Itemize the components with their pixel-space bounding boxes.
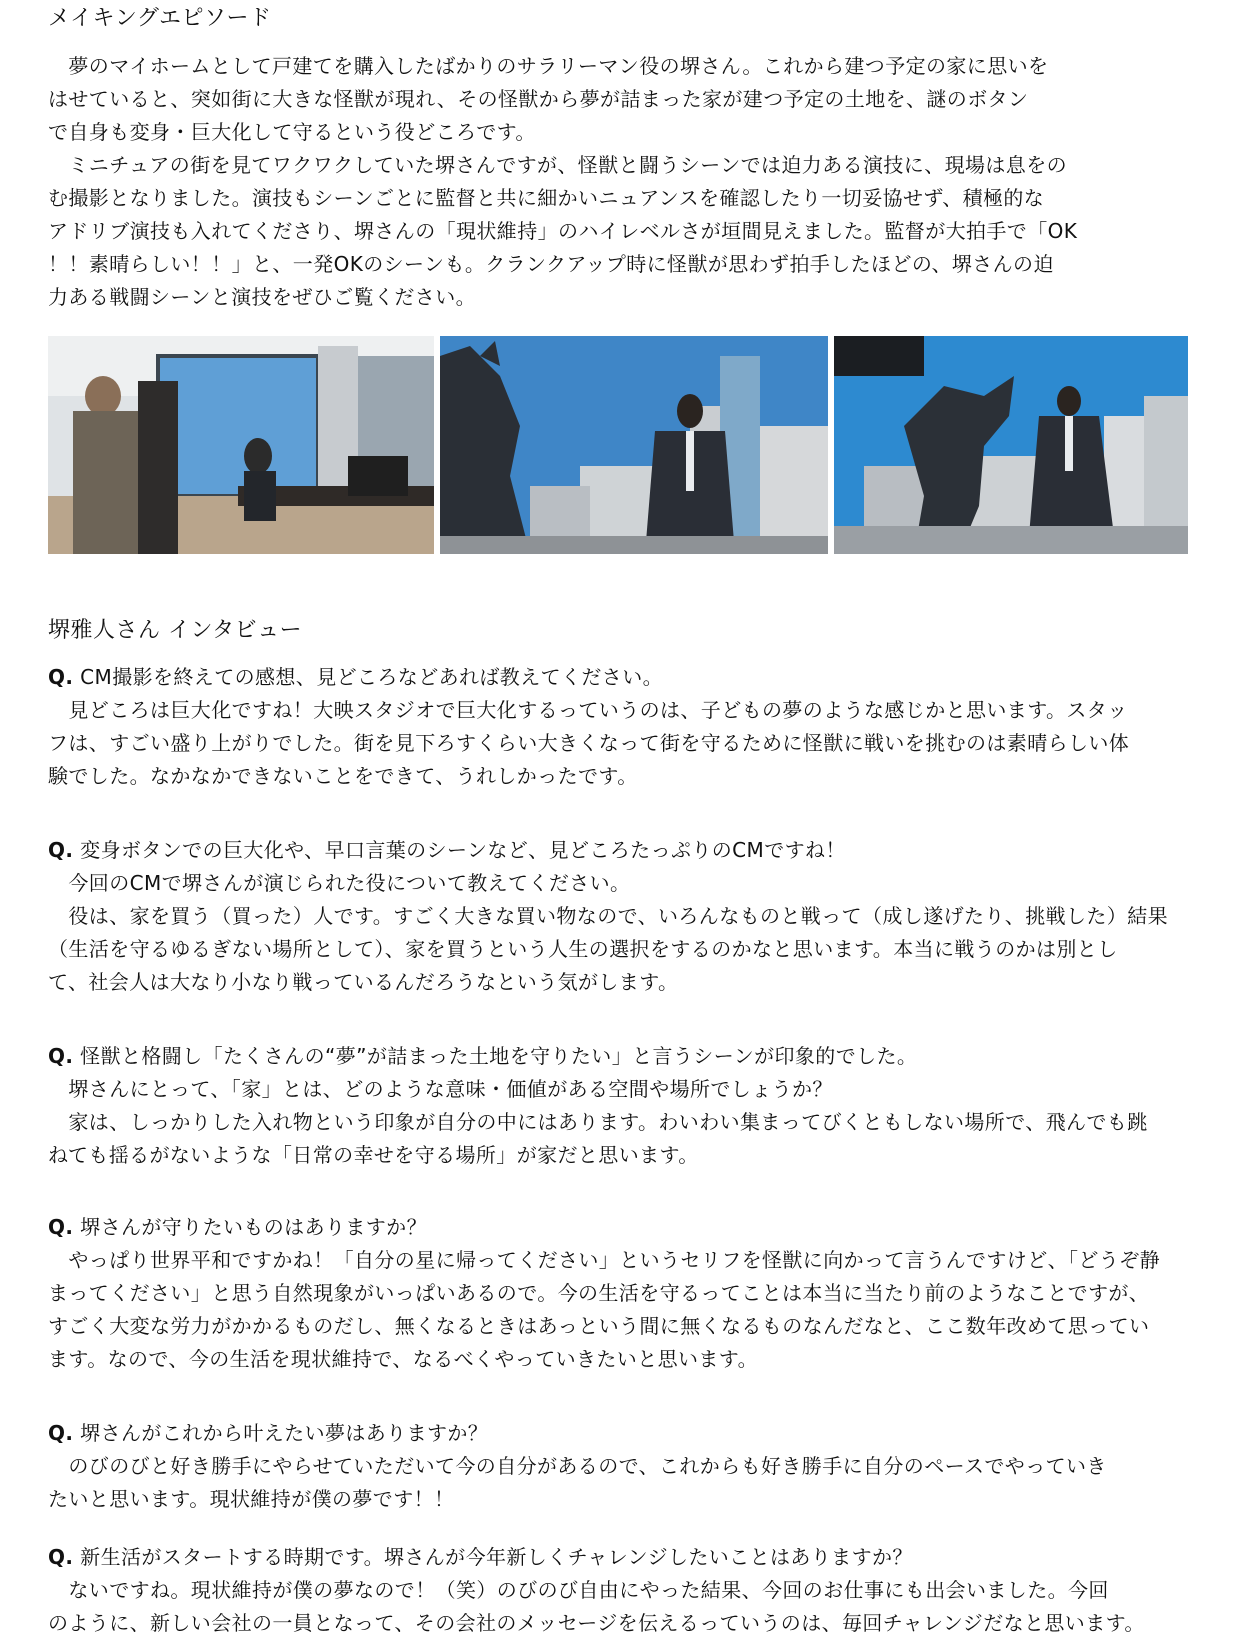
answer-line: ねても揺るがないような「日常の幸せを守る場所」が家だと思います。 xyxy=(48,1143,699,1167)
text-line: む撮影となりました。演技もシーンごとに監督と共に細かいニュアンスを確認したり一切妥協せず、積極的な xyxy=(48,186,1045,210)
answer-line: のびのびと好き勝手にやらせていただいて今の自分があるので、これからも好き勝手に自分のペースでやっていき xyxy=(48,1454,1107,1478)
interview-block-6 xyxy=(48,1541,1220,1640)
text-line: ミニチュアの街を見てワクワクしていた堺さんですが、怪獣と闘うシーンでは迫力ある演技に、現場は息をの xyxy=(48,153,1067,177)
question-label: Q. xyxy=(48,665,74,689)
answer-line: 見どころは巨大化ですね！大映スタジオで巨大化するっていうのは、子どもの夢のような感じかと思います。スタッ xyxy=(48,698,1128,722)
answer-line: フは、すごい盛り上がりでした。街を見下ろすくらい大きくなって街を守るために怪獣に戦いを挑むのは素晴らしい体 xyxy=(48,731,1130,755)
text-line: で自身も変身・巨大化して守るという役どころです。 xyxy=(48,120,536,144)
text-line: アドリブ演技も入れてくださり、堺さんの「現状維持」のハイレベルさが垣間見えました。監督が大拍手で「OK xyxy=(48,219,1078,243)
making-title: メイキングエピソード xyxy=(48,6,272,31)
monster-city-photo xyxy=(440,336,828,554)
question-label: Q. xyxy=(48,838,74,862)
question-label: Q. xyxy=(48,1545,74,1569)
answer-line: ます。なので、今の生活を現状維持で、なるべくやっていきたいと思います。 xyxy=(48,1347,758,1371)
question-line xyxy=(48,834,1220,867)
interview-title: 堺雅人さん インタビュー xyxy=(48,618,303,643)
text-line: 力ある戦闘シーンと演技をぜひご覧ください。 xyxy=(48,285,476,309)
answer-line: て、社会人は大なり小なり戦っているんだろうなという気がします。 xyxy=(48,970,679,994)
question-line: 今回のCMで堺さんが演じられた役について教えてください。 xyxy=(48,871,631,895)
question-text: 新生活がスタートする時期です。堺さんが今年新しくチャレンジしたいことはありますか？ xyxy=(80,1545,913,1569)
answer-line: まってください」と思う自然現象がいっぱいあるので。今の生活を守るってことは本当に当たり前のようなことですが、 xyxy=(48,1281,1150,1305)
answer-line: たいと思います。現状維持が僕の夢です！！ xyxy=(48,1487,455,1511)
office-scene-photo xyxy=(48,336,434,554)
question-line xyxy=(48,1211,1220,1244)
question-line xyxy=(48,1040,1220,1073)
question-label: Q. xyxy=(48,1421,74,1445)
answer-line: のように、新しい会社の一員となって、その会社のメッセージを伝えるっていうのは、毎回チャレンジだなと思います。 xyxy=(48,1611,1145,1635)
answer-line: ないですね。現状維持が僕の夢なので！（笑）のびのび自由にやった結果、今回のお仕事にも出会いました。今回 xyxy=(48,1578,1109,1602)
text-line: はせていると、突如街に大きな怪獣が現れ、その怪獣から夢が詰まった家が建つ予定の土地を、謎のボタン xyxy=(48,87,1029,111)
question-label: Q. xyxy=(48,1044,74,1068)
answer-line: すごく大変な労力がかかるものだし、無くなるときはあっという間に無くなるものなんだなと、ここ数年改めて思ってい xyxy=(48,1314,1150,1338)
question-text: 堺さんが守りたいものはありますか？ xyxy=(80,1215,427,1239)
interview-block-3 xyxy=(48,1040,1220,1172)
monster-confrontation-photo xyxy=(834,336,1188,554)
interview-block-4 xyxy=(48,1211,1220,1376)
question-line xyxy=(48,661,1220,694)
answer-line: やっぱり世界平和ですかね！「自分の星に帰ってください」というセリフを怪獣に向かって言うんですけど、「どうぞ静 xyxy=(48,1248,1160,1272)
question-text: 変身ボタンでの巨大化や、早口言葉のシーンなど、見どころたっぷりのCMですね！ xyxy=(80,838,846,862)
question-line xyxy=(48,1541,1220,1574)
question-line xyxy=(48,1417,1220,1450)
question-label: Q. xyxy=(48,1215,74,1239)
answer-line: 役は、家を買う（買った）人です。すごく大きな買い物なので、いろんなものと戦って（成し遂げたり、挑戦した）結果 xyxy=(48,904,1168,928)
question-text: 堺さんがこれから叶えたい夢はありますか？ xyxy=(80,1421,489,1445)
text-line: 夢のマイホームとして戸建てを購入したばかりのサラリーマン役の堺さん。これから建つ予定の家に思いを xyxy=(48,54,1049,78)
answer-line: 家は、しっかりした入れ物という印象が自分の中にはあります。わいわい集まってびくともしない場所で、飛んでも跳 xyxy=(48,1110,1148,1134)
text-line: ！！素晴らしい！！」と、一発OKのシーンも。クランクアップ時に怪獣が思わず拍手したほどの、堺さんの迫 xyxy=(48,252,1054,276)
interview-block-5 xyxy=(48,1417,1220,1516)
making-paragraph xyxy=(48,50,1220,314)
interview-block-1 xyxy=(48,661,1220,793)
question-line: 堺さんにとって、「家」とは、どのような意味・価値がある空間や場所でしょうか？ xyxy=(48,1077,833,1101)
answer-line: 験でした。なかなかできないことをできて、うれしかったです。 xyxy=(48,764,638,788)
question-text: 怪獣と格闘し「たくさんの“夢”が詰まった土地を守りたい」と言うシーンが印象的でした。 xyxy=(80,1044,918,1068)
interview-block-2 xyxy=(48,834,1220,999)
answer-line: （生活を守るゆるぎない場所として）、家を買うという人生の選択をするのかなと思います。本当に戦うのかは別とし xyxy=(48,937,1118,961)
question-text: CM撮影を終えての感想、見どころなどあれば教えてください。 xyxy=(80,665,663,689)
